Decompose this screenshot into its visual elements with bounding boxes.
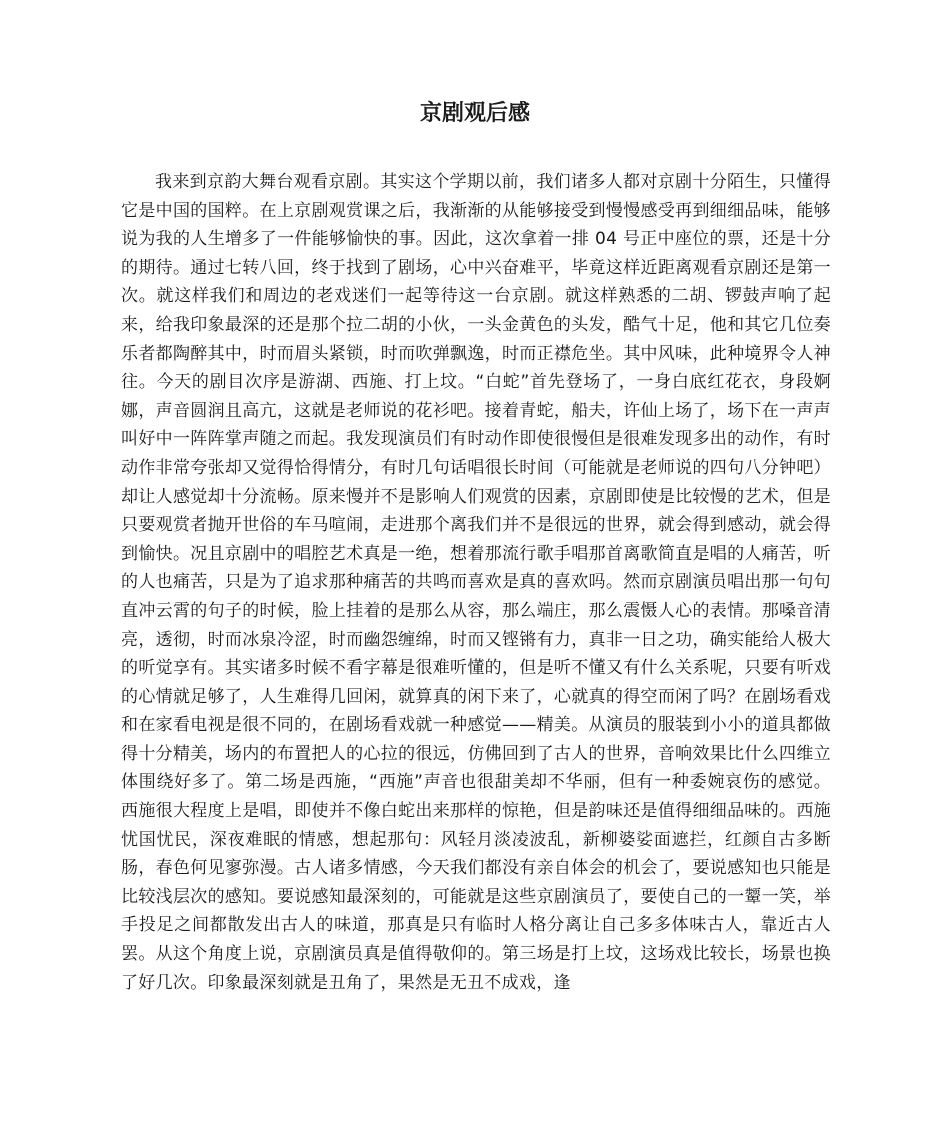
body-paragraph: 我来到京韵大舞台观看京剧。其实这个学期以前，我们诸多人都对京剧十分陌生，只懂得它是中国的国粹。在上京剧观赏课之后，我渐渐的从能够接受到慢慢感受再到细细品味，能够说为我的人生增多了一件能够愉快的事。因此，这次拿着一排 04 号正中座位的票，还是十分的期待。通过七转八回，终于找到了剧场，心中兴奋难平，毕竟这样近距离观看京剧还是第一次。就这样我们和周边的老戏迷们一起等待这一台京剧。就这样熟悉的二胡、锣鼓声响了起来，给我印象最深的还是那个拉二胡的小伙，一头金黄色的头发，酷气十足，他和其它几位奏乐者都陶醉其中，时而眉头紧锁，时而吹弹飘逸，时而正襟危坐。其中风味，此种境界令人神往。今天的剧目次序是游湖、西施、打上坟。“白蛇”首先登场了，一身白底红花衣，身段婀娜，声音圆润且高亢，这就是老师说的花衫吧。接着青蛇，船夫，许仙上场了，场下在一声声叫好中一阵阵掌声随之而起。我发现演员们有时动作即使很慢但是很难发现多出的动作，有时动作非常夸张却又觉得恰得情分，有时几句话唱很长时间（可能就是老师说的四句八分钟吧）却让人感觉却十分流畅。原来慢并不是影响人们观赏的因素，京剧即使是比较慢的艺术，但是只要观赏者抛开世俗的车马喧闹，走进那个离我们并不是很远的世界，就会得到感动，就会得到愉快。况且京剧中的唱腔艺术真是一绝，想着那流行歌手唱那首离歌简直是唱的人痛苦，听的人也痛苦，只是为了追求那种痛苦的共鸣而喜欢是真的喜欢吗。然而京剧演员唱出那一句句直冲云霄的句子的时候，脸上挂着的是那么从容，那么端庄，那么震慑人心的表情。那嗓音清亮，透彻，时而冰泉冷涩，时而幽怨缠绵，时而又铿锵有力，真非一日之功，确实能给人极大的听觉享有。其实诸多时候不看字幕是很难听懂的，但是听不懂又有什么关系呢，只要有听戏的心情就足够了，人生难得几回闲，就算真的闲下来了，心就真的得空而闲了吗？在剧场看戏和在家看电视是很不同的，在剧场看戏就一种感觉——精美。从演员的服装到小小的道具都做得十分精美，场内的布置把人的心拉的很远，仿佛回到了古人的世界，音响效果比什么四维立体围绕好多了。第二场是西施，“西施”声音也很甜美却不华丽，但有一种委婉哀伤的感觉。西施很大程度上是唱，即使并不像白蛇出来那样的惊艳，但是韵味还是值得细细品味的。西施忧国忧民，深夜难眠的情感，想起那句：风轻月淡凌波乱，新柳婆娑面遮拦，红颜自古多断肠，春色何见寥弥漫。古人诸多情感，今天我们都没有亲自体会的机会了，要说感知也只能是比较浅层次的感知。要说感知最深刻的，可能就是这些京剧演员了，要使自己的一颦一笑，举手投足之间都散发出古人的味道，那真是只有临时人格分离让自己多多体味古人，靠近古人罢。从这个角度上说，京剧演员真是值得敬仰的。第三场是打上坟，这场戏比较长，场景也换了好几次。印象最深刻就是丑角了，果然是无丑不成戏，逢: [121, 172, 831, 993]
document-title: 京剧观后感: [419, 101, 530, 126]
